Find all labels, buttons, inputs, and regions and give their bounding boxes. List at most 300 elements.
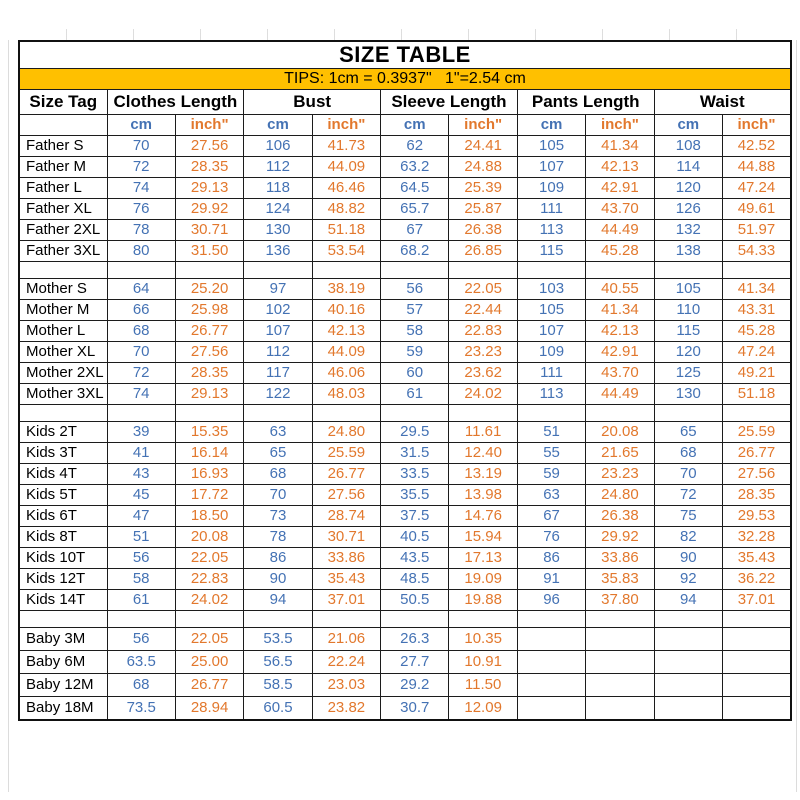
spacer-cell: [175, 262, 243, 279]
spacer-cell: [19, 262, 107, 279]
inch-value-cell: 29.53: [723, 506, 791, 527]
cm-value-cell: 78: [244, 527, 312, 548]
cm-value-cell: 118: [244, 178, 312, 199]
table-row: [19, 178, 791, 199]
inch-value-cell: 43.31: [723, 300, 791, 321]
cm-value-cell: 59: [517, 464, 585, 485]
table-row: [19, 443, 791, 464]
inch-value-cell: 32.28: [723, 527, 791, 548]
inch-unit-header: inch": [175, 115, 243, 136]
cm-value-cell: 102: [244, 300, 312, 321]
cm-value-cell: 56: [107, 628, 175, 651]
inch-value-cell: 10.35: [449, 628, 517, 651]
inch-value-cell: 19.09: [449, 569, 517, 590]
group-spacer-row: [19, 405, 791, 422]
spacer-cell: [381, 262, 449, 279]
spacer-cell: [175, 405, 243, 422]
inch-value-cell: 35.43: [312, 569, 380, 590]
inch-value-cell: 44.88: [723, 157, 791, 178]
inch-value-cell: 38.19: [312, 279, 380, 300]
cm-value-cell: 55: [517, 443, 585, 464]
cm-value-cell: 107: [517, 157, 585, 178]
cm-value-cell: 75: [654, 506, 722, 527]
cm-value-cell: 33.5: [381, 464, 449, 485]
inch-value-cell: 40.55: [586, 279, 654, 300]
size-tag-cell: Baby 6M: [19, 651, 107, 674]
cm-value-cell: 29.2: [381, 674, 449, 697]
spreadsheet-gridline-left: [8, 40, 9, 792]
size-tag-cell: Kids 6T: [19, 506, 107, 527]
cm-value-cell: 73: [244, 506, 312, 527]
cm-value-cell: 70: [654, 464, 722, 485]
inch-value-cell: 42.91: [586, 342, 654, 363]
cm-value-cell: 47: [107, 506, 175, 527]
inch-value-cell: [586, 628, 654, 651]
cm-unit-header: cm: [381, 115, 449, 136]
cm-value-cell: 60.5: [244, 697, 312, 721]
inch-value-cell: [586, 674, 654, 697]
inch-value-cell: 13.98: [449, 485, 517, 506]
table-row: [19, 527, 791, 548]
inch-value-cell: 22.24: [312, 651, 380, 674]
size-tag-cell: Kids 3T: [19, 443, 107, 464]
inch-value-cell: 43.70: [586, 199, 654, 220]
cm-value-cell: 68.2: [381, 241, 449, 262]
inch-unit-header: inch": [723, 115, 791, 136]
cm-value-cell: 56: [107, 548, 175, 569]
inch-value-cell: 26.85: [449, 241, 517, 262]
cm-value-cell: 26.3: [381, 628, 449, 651]
page-title: SIZE TABLE: [19, 41, 791, 69]
cm-value-cell: 63: [244, 422, 312, 443]
cm-value-cell: [517, 628, 585, 651]
cm-value-cell: 68: [107, 321, 175, 342]
table-row: [19, 157, 791, 178]
cm-value-cell: 70: [107, 136, 175, 157]
inch-value-cell: 30.71: [175, 220, 243, 241]
spacer-cell: [723, 262, 791, 279]
cm-value-cell: 29.5: [381, 422, 449, 443]
cm-value-cell: 72: [107, 363, 175, 384]
inch-value-cell: [723, 651, 791, 674]
cm-value-cell: 107: [517, 321, 585, 342]
cm-value-cell: 94: [244, 590, 312, 611]
inch-value-cell: 12.09: [449, 697, 517, 721]
inch-value-cell: 53.54: [312, 241, 380, 262]
inch-value-cell: [723, 697, 791, 721]
inch-value-cell: 28.35: [723, 485, 791, 506]
cm-value-cell: [517, 697, 585, 721]
cm-value-cell: 138: [654, 241, 722, 262]
size-tag-cell: Mother L: [19, 321, 107, 342]
table-row: [19, 321, 791, 342]
cm-value-cell: 126: [654, 199, 722, 220]
table-row: [19, 674, 791, 697]
cm-value-cell: 90: [654, 548, 722, 569]
cm-value-cell: 92: [654, 569, 722, 590]
inch-value-cell: 46.46: [312, 178, 380, 199]
spacer-cell: [654, 611, 722, 628]
spacer-cell: [244, 262, 312, 279]
inch-value-cell: 31.50: [175, 241, 243, 262]
inch-value-cell: 25.59: [312, 443, 380, 464]
inch-value-cell: 24.80: [586, 485, 654, 506]
cm-value-cell: 94: [654, 590, 722, 611]
inch-value-cell: 29.92: [586, 527, 654, 548]
table-row: [19, 220, 791, 241]
inch-unit-header: inch": [586, 115, 654, 136]
size-tag-cell: Baby 12M: [19, 674, 107, 697]
cm-value-cell: 66: [107, 300, 175, 321]
cm-value-cell: 130: [244, 220, 312, 241]
inch-value-cell: 37.01: [312, 590, 380, 611]
table-row: [19, 651, 791, 674]
inch-value-cell: 29.13: [175, 384, 243, 405]
inch-value-cell: 20.08: [175, 527, 243, 548]
cm-value-cell: 113: [517, 384, 585, 405]
cm-unit-header: cm: [517, 115, 585, 136]
inch-value-cell: 25.39: [449, 178, 517, 199]
group-header-4: Waist: [654, 90, 791, 115]
size-tag-cell: Baby 18M: [19, 697, 107, 721]
spacer-cell: [723, 405, 791, 422]
group-header-1: Bust: [244, 90, 381, 115]
inch-value-cell: 27.56: [175, 342, 243, 363]
table-row: [19, 628, 791, 651]
cm-value-cell: 60: [381, 363, 449, 384]
spacer-cell: [175, 611, 243, 628]
table-row: [19, 548, 791, 569]
cm-value-cell: 120: [654, 342, 722, 363]
inch-value-cell: 26.77: [175, 674, 243, 697]
inch-value-cell: 29.13: [175, 178, 243, 199]
inch-value-cell: 44.09: [312, 342, 380, 363]
table-row: [19, 279, 791, 300]
spacer-cell: [723, 611, 791, 628]
cm-value-cell: [654, 628, 722, 651]
inch-value-cell: 43.70: [586, 363, 654, 384]
cm-value-cell: 109: [517, 342, 585, 363]
spacer-cell: [517, 405, 585, 422]
group-spacer-row: [19, 611, 791, 628]
cm-value-cell: 132: [654, 220, 722, 241]
size-tag-cell: Father M: [19, 157, 107, 178]
cm-value-cell: 50.5: [381, 590, 449, 611]
group-header-row: [19, 90, 791, 115]
cm-value-cell: 67: [381, 220, 449, 241]
cm-value-cell: 68: [654, 443, 722, 464]
cm-value-cell: 58: [107, 569, 175, 590]
size-tag-cell: Kids 5T: [19, 485, 107, 506]
spacer-cell: [654, 405, 722, 422]
inch-value-cell: 54.33: [723, 241, 791, 262]
cm-value-cell: 91: [517, 569, 585, 590]
cm-value-cell: 82: [654, 527, 722, 548]
cm-value-cell: 72: [107, 157, 175, 178]
inch-value-cell: 22.05: [175, 628, 243, 651]
cm-value-cell: 61: [381, 384, 449, 405]
cm-value-cell: 70: [244, 485, 312, 506]
cm-value-cell: 107: [244, 321, 312, 342]
spacer-cell: [586, 611, 654, 628]
inch-value-cell: 23.82: [312, 697, 380, 721]
spreadsheet-gridline-ticks: [0, 29, 800, 40]
cm-unit-header: cm: [654, 115, 722, 136]
spacer-cell: [586, 405, 654, 422]
cm-value-cell: 67: [517, 506, 585, 527]
inch-value-cell: 25.87: [449, 199, 517, 220]
table-row: [19, 485, 791, 506]
cm-value-cell: 115: [654, 321, 722, 342]
spacer-cell: [312, 262, 380, 279]
table-row: [19, 384, 791, 405]
cm-value-cell: 30.7: [381, 697, 449, 721]
cm-value-cell: 105: [517, 136, 585, 157]
inch-value-cell: 16.14: [175, 443, 243, 464]
cm-value-cell: 114: [654, 157, 722, 178]
cm-value-cell: 45: [107, 485, 175, 506]
tips-banner: TIPS: 1cm = 0.3937" 1"=2.54 cm: [19, 69, 791, 90]
cm-value-cell: [517, 651, 585, 674]
cm-value-cell: 62: [381, 136, 449, 157]
spacer-cell: [517, 611, 585, 628]
size-tag-cell: Kids 12T: [19, 569, 107, 590]
inch-value-cell: 25.59: [723, 422, 791, 443]
cm-value-cell: 120: [654, 178, 722, 199]
cm-value-cell: 73.5: [107, 697, 175, 721]
inch-value-cell: 51.18: [723, 384, 791, 405]
cm-value-cell: [654, 651, 722, 674]
inch-value-cell: 48.82: [312, 199, 380, 220]
size-tag-cell: Father L: [19, 178, 107, 199]
size-tag-cell: Mother XL: [19, 342, 107, 363]
cm-value-cell: 105: [517, 300, 585, 321]
cm-value-cell: 63.5: [107, 651, 175, 674]
size-tag-cell: Mother 2XL: [19, 363, 107, 384]
cm-value-cell: 58: [381, 321, 449, 342]
inch-value-cell: 24.02: [175, 590, 243, 611]
inch-value-cell: 21.06: [312, 628, 380, 651]
inch-value-cell: 26.77: [723, 443, 791, 464]
inch-value-cell: 23.23: [449, 342, 517, 363]
size-tag-cell: Father 2XL: [19, 220, 107, 241]
cm-value-cell: 68: [107, 674, 175, 697]
tips-row: [19, 69, 791, 90]
inch-value-cell: 19.88: [449, 590, 517, 611]
inch-value-cell: 27.56: [723, 464, 791, 485]
cm-value-cell: 31.5: [381, 443, 449, 464]
cm-value-cell: 113: [517, 220, 585, 241]
inch-value-cell: 16.93: [175, 464, 243, 485]
cm-value-cell: 86: [244, 548, 312, 569]
inch-value-cell: 24.88: [449, 157, 517, 178]
inch-value-cell: 25.20: [175, 279, 243, 300]
spacer-cell: [449, 405, 517, 422]
spacer-cell: [312, 405, 380, 422]
inch-value-cell: 28.35: [175, 157, 243, 178]
cm-value-cell: 110: [654, 300, 722, 321]
table-row: [19, 199, 791, 220]
inch-value-cell: 25.98: [175, 300, 243, 321]
table-row: [19, 342, 791, 363]
size-tag-cell: Mother 3XL: [19, 384, 107, 405]
inch-value-cell: 42.13: [312, 321, 380, 342]
table-row: [19, 569, 791, 590]
inch-value-cell: 24.02: [449, 384, 517, 405]
inch-value-cell: 24.41: [449, 136, 517, 157]
cm-value-cell: 65: [244, 443, 312, 464]
cm-value-cell: 51: [107, 527, 175, 548]
cm-value-cell: 124: [244, 199, 312, 220]
inch-value-cell: 25.00: [175, 651, 243, 674]
cm-value-cell: [654, 674, 722, 697]
unit-header-row: [19, 115, 791, 136]
inch-value-cell: 48.03: [312, 384, 380, 405]
spacer-cell: [312, 611, 380, 628]
cm-value-cell: 74: [107, 178, 175, 199]
inch-value-cell: 22.05: [175, 548, 243, 569]
cm-value-cell: 86: [517, 548, 585, 569]
cm-value-cell: 117: [244, 363, 312, 384]
inch-value-cell: 28.74: [312, 506, 380, 527]
cm-value-cell: 56: [381, 279, 449, 300]
spacer-cell: [244, 405, 312, 422]
inch-value-cell: 41.34: [586, 136, 654, 157]
size-tag-cell: Kids 4T: [19, 464, 107, 485]
spacer-cell: [19, 611, 107, 628]
spacer-cell: [19, 405, 107, 422]
cm-value-cell: 90: [244, 569, 312, 590]
table-row: [19, 464, 791, 485]
inch-value-cell: 49.61: [723, 199, 791, 220]
inch-value-cell: 23.62: [449, 363, 517, 384]
size-tag-cell: Father 3XL: [19, 241, 107, 262]
inch-value-cell: [723, 628, 791, 651]
table-row: [19, 506, 791, 527]
inch-value-cell: 47.24: [723, 342, 791, 363]
inch-value-cell: 36.22: [723, 569, 791, 590]
inch-value-cell: 18.50: [175, 506, 243, 527]
cm-unit-header: cm: [244, 115, 312, 136]
cm-value-cell: 39: [107, 422, 175, 443]
cm-value-cell: 112: [244, 157, 312, 178]
inch-value-cell: 44.49: [586, 384, 654, 405]
inch-value-cell: 37.80: [586, 590, 654, 611]
cm-value-cell: 76: [517, 527, 585, 548]
inch-value-cell: 33.86: [586, 548, 654, 569]
cm-value-cell: 106: [244, 136, 312, 157]
inch-value-cell: 17.13: [449, 548, 517, 569]
cm-value-cell: 130: [654, 384, 722, 405]
inch-value-cell: 45.28: [586, 241, 654, 262]
inch-value-cell: 51.18: [312, 220, 380, 241]
spacer-cell: [449, 611, 517, 628]
cm-value-cell: 65.7: [381, 199, 449, 220]
inch-value-cell: 44.49: [586, 220, 654, 241]
cm-value-cell: 35.5: [381, 485, 449, 506]
size-tag-column-header: Size Tag: [19, 90, 107, 115]
cm-value-cell: 63: [517, 485, 585, 506]
cm-value-cell: 72: [654, 485, 722, 506]
table-row: [19, 241, 791, 262]
cm-value-cell: 78: [107, 220, 175, 241]
cm-value-cell: 122: [244, 384, 312, 405]
table-row: [19, 363, 791, 384]
cm-value-cell: 43.5: [381, 548, 449, 569]
inch-value-cell: 47.24: [723, 178, 791, 199]
cm-value-cell: 80: [107, 241, 175, 262]
inch-value-cell: 11.50: [449, 674, 517, 697]
cm-value-cell: 74: [107, 384, 175, 405]
inch-value-cell: [586, 697, 654, 721]
cm-value-cell: 64: [107, 279, 175, 300]
size-tag-cell: Mother M: [19, 300, 107, 321]
cm-value-cell: 40.5: [381, 527, 449, 548]
spacer-cell: [107, 262, 175, 279]
inch-value-cell: 51.97: [723, 220, 791, 241]
table-row: [19, 422, 791, 443]
table-row: [19, 697, 791, 721]
inch-value-cell: 28.94: [175, 697, 243, 721]
cm-value-cell: 70: [107, 342, 175, 363]
spacer-cell: [244, 611, 312, 628]
cm-value-cell: 58.5: [244, 674, 312, 697]
inch-unit-header: inch": [449, 115, 517, 136]
spacer-cell: [381, 611, 449, 628]
inch-value-cell: 49.21: [723, 363, 791, 384]
cm-value-cell: 63.2: [381, 157, 449, 178]
inch-value-cell: 22.44: [449, 300, 517, 321]
spacer-cell: [107, 405, 175, 422]
spacer-cell: [107, 611, 175, 628]
cm-value-cell: 76: [107, 199, 175, 220]
size-tag-cell: Baby 3M: [19, 628, 107, 651]
cm-value-cell: 57: [381, 300, 449, 321]
cm-value-cell: 125: [654, 363, 722, 384]
inch-value-cell: 12.40: [449, 443, 517, 464]
inch-unit-header: inch": [312, 115, 380, 136]
cm-value-cell: 59: [381, 342, 449, 363]
inch-value-cell: 20.08: [586, 422, 654, 443]
table-row: [19, 136, 791, 157]
inch-value-cell: 26.77: [175, 321, 243, 342]
inch-value-cell: 15.94: [449, 527, 517, 548]
cm-value-cell: 37.5: [381, 506, 449, 527]
inch-value-cell: 17.72: [175, 485, 243, 506]
spreadsheet-gridline-right: [796, 40, 797, 792]
cm-value-cell: 96: [517, 590, 585, 611]
spacer-cell: [586, 262, 654, 279]
inch-value-cell: 42.13: [586, 157, 654, 178]
cm-value-cell: 48.5: [381, 569, 449, 590]
inch-value-cell: 23.23: [586, 464, 654, 485]
cm-value-cell: 111: [517, 363, 585, 384]
cm-value-cell: 51: [517, 422, 585, 443]
spacer-cell: [517, 262, 585, 279]
inch-value-cell: 44.09: [312, 157, 380, 178]
inch-value-cell: 26.77: [312, 464, 380, 485]
inch-value-cell: 42.91: [586, 178, 654, 199]
size-tag-cell: Kids 14T: [19, 590, 107, 611]
inch-value-cell: 41.34: [723, 279, 791, 300]
inch-value-cell: 41.73: [312, 136, 380, 157]
inch-value-cell: 27.56: [175, 136, 243, 157]
cm-value-cell: 53.5: [244, 628, 312, 651]
cm-value-cell: [517, 674, 585, 697]
inch-value-cell: 28.35: [175, 363, 243, 384]
cm-value-cell: 109: [517, 178, 585, 199]
inch-value-cell: 27.56: [312, 485, 380, 506]
